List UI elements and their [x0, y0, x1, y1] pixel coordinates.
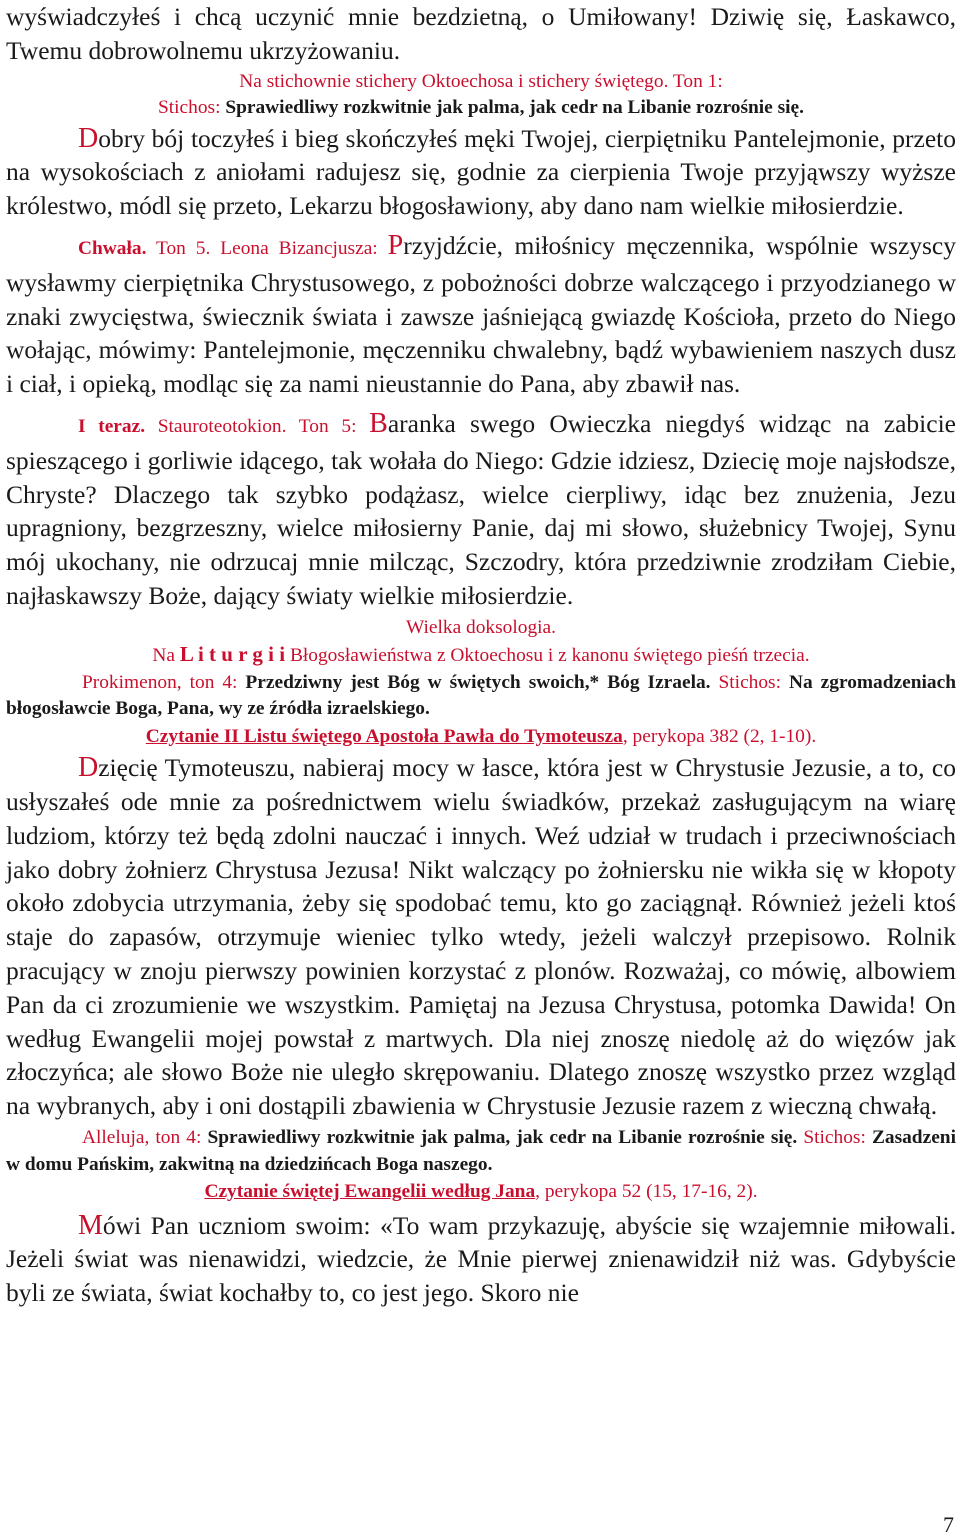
stichos-verse: Stichos: Sprawiedliwy rozkwitnie jak palma, jak cedr na Libanie rozrośnie się. [157, 97, 805, 119]
gospel-heading: Czytanie świętej Ewangelii według Jana, perykopa 52 (15, 17-16, 2). [204, 1181, 758, 1203]
drop-initial: D [78, 752, 99, 784]
paragraph-continuation: wyświadczyłeś i chcą uczynić mnie bezdzietną, o Umiłowany! Dziwię się, Łaskawco, Twemu dobrowolnemu ukrzyżowaniu. [6, 2, 956, 65]
page-number: 7 [943, 1512, 954, 1537]
paragraph-gospel: Mówi Pan uczniom swoim: «To wam przykazuję, abyście się wzajemnie miłowali. Jeżeli świat was nienawidzi, wiedzcie, że Mnie pierwej znienawidził niż was. Gdybyście byli ze świata, świat kochałby to, co jest jego. Skoro nie [6, 1209, 956, 1308]
paragraph-sticheron-1: Dobry bój toczyłeś i bieg skończyłeś męki Twojej, cierpiętniku Pantelejmonie, przeto na wysokościach z aniołami radujesz się, godnie za cierpienia Twoje przyjąwszy wyższe królestwo, módl się przeto, Lekarzu błogosławiony, aby dano nam wielkie miłosierdzie. [6, 122, 956, 221]
prokimenon: Prokimenon, ton 4: Przedziwny jest Bóg w świętych swoich,* Bóg Izraela. Stichos: Na zgromadzeniach błogosławcie Boga, Pana, wy ze źródła izraelskiego. [6, 671, 956, 720]
rubric-liturgy: Na L i t u r g i i Błogosławieństwa z Oktoechosu i z kanonu świętego pieśń trzecia. [152, 642, 810, 667]
alleluia: Alleluja, ton 4: Sprawiedliwy rozkwitnie jak palma, jak cedr na Libanie rozrośnie się. Stichos: Zasadzeni w domu Pańskim, zakwitną na dziedzińcach Boga naszego. [6, 1127, 956, 1175]
paragraph-glory: Chwała. Ton 5. Leona Bizancjusza: Przyjdźcie, miłośnicy męczennika, wspólnie wszyscy wysławmy cierpiętnika Chrystusowego, z pobożności dobrze walczącego i przyodzianego w znaki zwycięstwa, świecznik świata i zawsze jaśniejącą gwiazdę Kościoła, przeto do Niego wołając, mówimy: Pantelejmonie, męczenniku chwalebny, bądź wybawieniem naszych dusz i ciał, i opieką, modląc się za nami nieustannie do Pana, aby zbawił nas. [6, 229, 957, 399]
drop-initial: B [369, 407, 388, 439]
drop-initial: M [78, 1209, 103, 1241]
drop-initial: P [387, 229, 404, 261]
rubric-great-doxology: Wielka doksologia. [405, 616, 556, 638]
paragraph-now-and-ever: I teraz. Stauroteotokion. Ton 5: Baranka swego Owieczka niegdyś widząc na zabicie spieszącego i gorliwie idącego, tak wołała do Niego: Gdzie idziesz, Dziecię moje najsłodsze, Chryste? Dlaczego tak szybko podążasz, wielce cierpliwy, idąc bez znużenia, Jezu upragniony, bezgrzeszny, wielce miłosierny Panie, daj mi słowo, służebnicy Twojej, Synu mój ukochany, nie odrzucaj mnie milcząc, Szczodry, która przedziwnie zrodziłam Ciebie, najłaskawszy Boże, dający światy wielkie miłosierdzie. [6, 407, 956, 610]
paragraph-epistle: Dzięcię Tymoteuszu, nabieraj mocy w łasce, która jest w Chrystusie Jezusie, a to, co usłyszałeś ode mnie za pośrednictwem wielu świadków, przekaż zasługującym na wiarę ludziom, którzy też będą zdolni nauczać i innych. Weź udział w trudach i przeciwnościach jako dobry żołnierz Chrystusa Jezusa! Nikt walczący po żołniersku nie wikła się w kłopoty około zdobycia utrzymania, żeby się spodobać temu, kto go zaciągnął. Również jeżeli ktoś staje do zapasów, otrzymuje wieniec tylko wtedy, jeżeli walczył przepisowo. Rolnik pracujący w znoju pierwszy powinien korzystać z plonów. Rozważaj, co mówię, albowiem Pan da ci zrozumienie we wszystkim. Pamiętaj na Jezusa Chrystusa, potomka Dawida! On według Ewangelii mojej powstał z martwych. Dla niej znoszę niedolę aż do więzów jak złoczyńca; ale słowo Boże nie uległo skrępowaniu. Dlatego znoszę wszystko przez wzgląd na wybranych, aby i oni dostąpili zbawienia w Chrystusie Jezusie razem z wieczną chwałą. [6, 752, 956, 1121]
document-page [6, 0, 956, 1310]
epistle-heading: Czytanie II Listu świętego Apostoła Pawła do Tymoteusza, perykopa 382 (2, 1-10). [145, 725, 817, 747]
rubric-stichera: Na stichownie stichery Oktoechosa i stichery świętego. Ton 1: [239, 70, 723, 92]
drop-initial: D [78, 122, 99, 154]
